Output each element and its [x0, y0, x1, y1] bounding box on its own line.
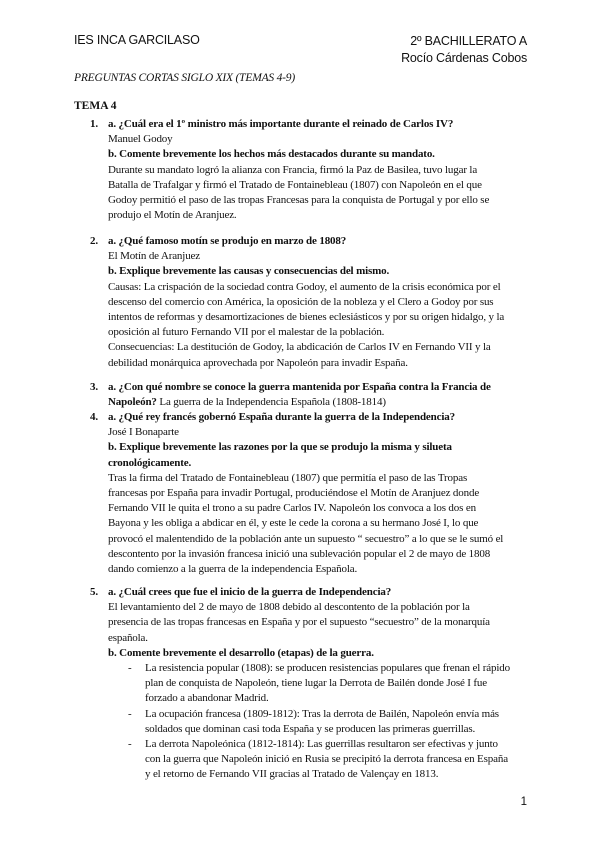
answer-2b-line: oposición al futuro Fernando VII por el malestar de la población. [108, 326, 385, 339]
answer-5a-line: El levantamiento del 2 de mayo de 1808 debido al descontento de la población por la [108, 601, 470, 614]
question-5b: b. Comente brevemente el desarrollo (etapas) de la guerra. [108, 646, 374, 659]
list-item [108, 661, 520, 707]
list-item [108, 707, 520, 737]
question-3a: a. ¿Con qué nombre se conoce la guerra mantenida por España contra la Francia de [108, 381, 491, 393]
document-subtitle: PREGUNTAS CORTAS SIGLO XIX (TEMAS 4-9) [74, 72, 295, 84]
answer-4b-line: provocó el malentendido de la población ante un supuesto “ secuestro” a lo que se le sumó el [108, 532, 504, 545]
answer-1a: Manuel Godoy [108, 133, 173, 146]
course-label: 2º BACHILLERATO A [410, 34, 527, 48]
stage-line: soldados que dominan casi toda España y se producen las primeras guerrillas. [145, 722, 476, 735]
question-number: 4. [90, 411, 98, 423]
answer-4a: José I Bonaparte [108, 426, 179, 439]
answer-2b-line: descenso del comercio con América, la oposición de la nobleza y el Clero a Godoy por sus [108, 295, 494, 308]
question-4b-cont: cronológicamente. [108, 456, 192, 469]
question-number: 5. [90, 586, 98, 598]
stage-line: y el retorno de Fernando VII gracias al Tratado de Valençay en 1813. [145, 768, 439, 781]
answer-1b-line: Batalla de Trafalgar y firmó el Tratado de Fontainebleau (1807) con Napoleón en el que [108, 178, 482, 191]
answer-2b-line: Causas: La crispación de la sociedad contra Godoy, el aumento de la crisis económica por el [108, 280, 501, 293]
war-stages-list [108, 661, 520, 783]
stage-line: plan de conquista de Napoleón, tiene lugar la Derrota de Bailén donde José I fue [145, 677, 488, 690]
answer-2b-line: Consecuencias: La destitución de Godoy, la abdicación de Carlos IV en Fernando VII y la [108, 341, 491, 354]
question-4b: b. Explique brevemente las razones por la que se produjo la misma y silueta [108, 441, 452, 454]
answer-4b-line: Tras la firma del Tratado de Fontainebleau (1807) que permitía el paso de las Tropas [108, 471, 468, 484]
answer-5a-line: española. [108, 631, 148, 644]
stage-line: con la guerra que Napoleón inició en Rusia se precipitó la derrota francesa en España [145, 753, 508, 766]
question-2a: a. ¿Qué famoso motín se produjo en marzo de 1808? [108, 235, 347, 247]
answer-1b-line: produjo el Motín de Aranjuez. [108, 209, 237, 222]
question-1a: a. ¿Cuál era el 1º ministro más importante durante el reinado de Carlos IV? [108, 118, 454, 130]
answer-4b-line: francesas por España para invadir Portugal, produciéndose el Motín de Aranjuez donde [108, 487, 480, 500]
answer-1b-line: Durante su mandato logró la alianza con Francia, firmó la Paz de Basilea, tuvo lugar la [108, 163, 478, 176]
dash-bullet: - [128, 707, 132, 720]
question-4a: a. ¿Qué rey francés gobernó España durante la guerra de la Independencia? [108, 411, 455, 423]
dash-bullet: - [128, 662, 132, 675]
answer-2b-line: intentos de reformas y desamortizaciones de bienes eclesiásticos y por su origen hidalgo, y la [108, 311, 505, 324]
question-number: 2. [90, 235, 98, 247]
stage-line: La derrota Napoleónica (1812-1814): Las guerrillas resultaron ser efectivas y junto [145, 738, 498, 751]
question-2b: b. Explique brevemente las causas y consecuencias del mismo. [108, 265, 390, 278]
stage-line: La ocupación francesa (1809-1812): Tras la derrota de Bailén, Napoleón envía más [145, 707, 499, 720]
question-5a: a. ¿Cuál crees que fue el inicio de la guerra de Independencia? [108, 586, 392, 598]
school-name: IES INCA GARCILASO [74, 33, 200, 47]
question-1b: b. Comente brevemente los hechos más destacados durante su mandato. [108, 148, 435, 161]
question-number: 1. [90, 118, 98, 130]
answer-4b-line: Fernando VII le quita el trono a su padre Carlos IV. Napoleón los convoca a los dos en [108, 502, 476, 515]
section-title: TEMA 4 [74, 100, 117, 112]
list-item [108, 737, 520, 783]
answer-4b-line: Bayona y les obliga a abdicar en él, y este le cede la corona a su hermano José I, lo que [108, 517, 479, 530]
stage-line: forzado a abandonar Madrid. [145, 692, 269, 705]
answer-4b-line: dando comienzo a la guerra de la independencia Española. [108, 563, 358, 576]
answer-5a-line: presencia de las tropas francesas en España y por el supuesto “secuestro” de la monarquía [108, 616, 490, 629]
answer-3a: La guerra de la Independencia Española (1808-1814) [159, 396, 386, 409]
answer-2a: El Motín de Aranjuez [108, 250, 201, 263]
question-3a-cont: Napoleón? [108, 396, 157, 409]
header-right [401, 33, 527, 67]
stage-line: La resistencia popular (1808): se producen resistencias populares que frenan el rápido [145, 662, 510, 675]
answer-2b-line: debilidad monárquica aprovechada por Napoleón para invadir España. [108, 356, 408, 369]
question-number: 3. [90, 381, 98, 393]
dash-bullet: - [128, 738, 132, 751]
answer-4b-line: descontento por la invasión francesa inició una sublevación popular el 2 de mayo de 1808 [108, 547, 491, 560]
author-name: Rocío Cárdenas Cobos [401, 51, 527, 65]
answer-1b-line: Godoy permitió el paso de las tropas Francesas para la conquista de Portugal y por ello se [108, 194, 490, 207]
page-number: 1 [520, 796, 527, 808]
